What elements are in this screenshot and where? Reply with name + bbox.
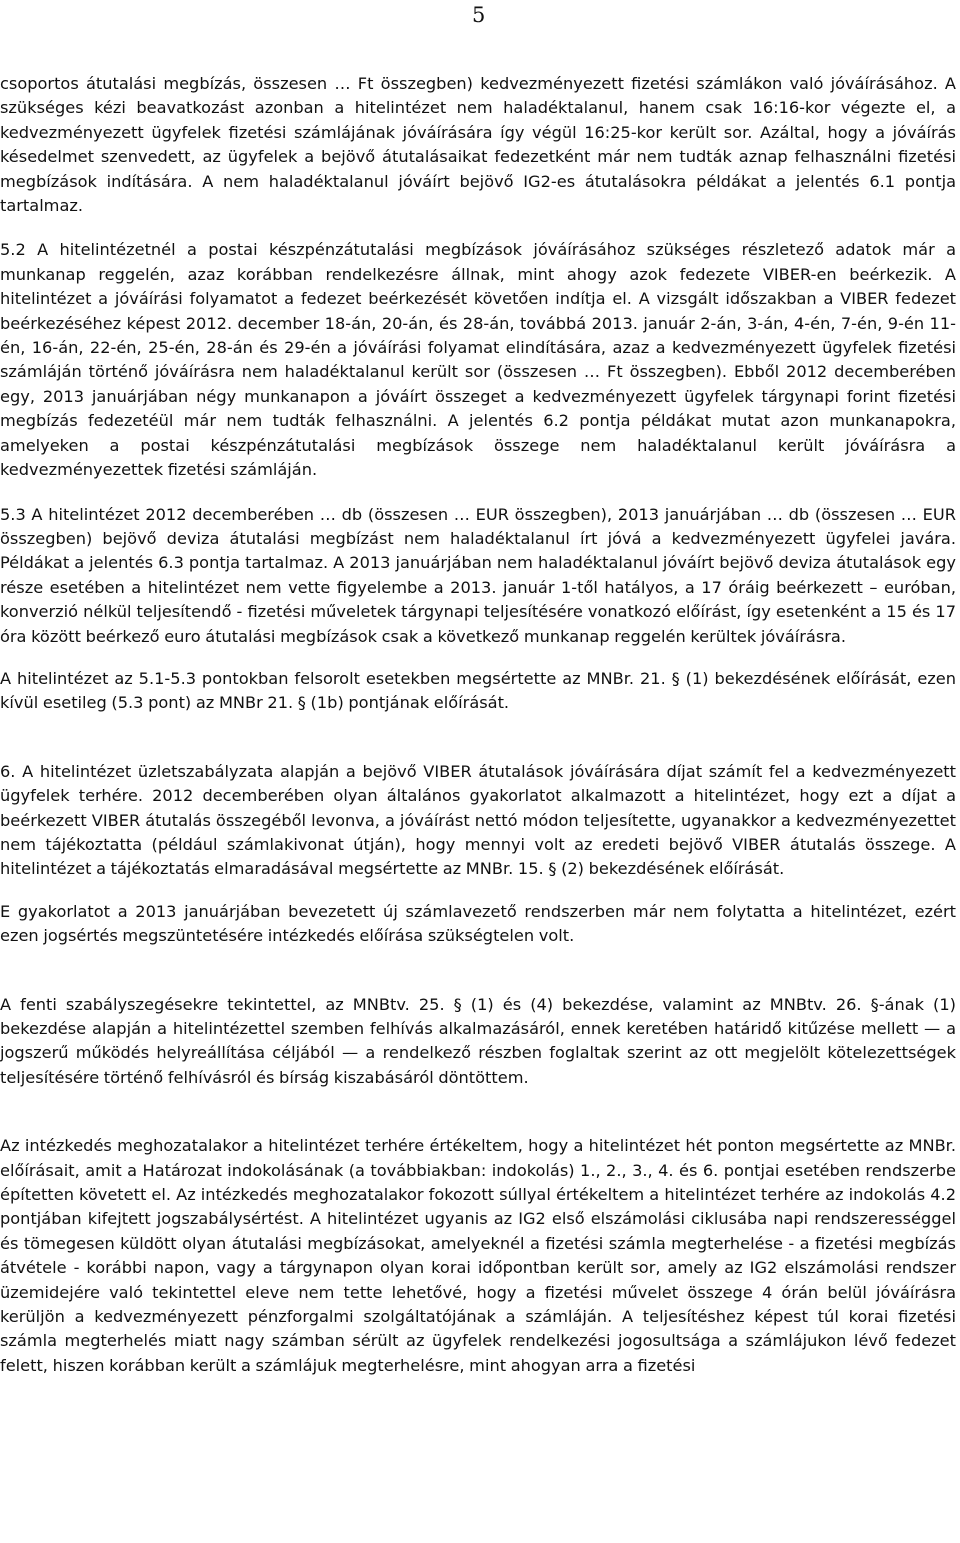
paragraph-spacer xyxy=(0,218,956,238)
paragraph-spacer xyxy=(0,649,956,667)
paragraph-violation-summary: A hitelintézet az 5.1-5.3 pontokban felsorolt esetekben megsértette az MNBr. 21. § (1) bekezdésének előírását, ezen kívül esetileg (5.3 pont) az MNBr 21. § (1b) pontjának előírását. xyxy=(0,668,956,713)
paragraph-spacer xyxy=(0,1090,956,1134)
paragraph-5-1-continuation: csoportos átutalási megbízás, összesen … Ft összegben) kedvezményezett fizetési számlákon való jóváírásához. A szükséges kézi beavatkozást azonban a hitelintézet nem haladéktalanul, hanem csak 16:16-kor végezte el, a kedvezményezett ügyfelek fizetési számlájának jóváírására így végül 16:25-kor került sor. Azáltal, hogy a jóváírás késedelmet szenvedett, az ügyfelek a bejövő átutalásaikat fedezetként már nem tudták aznap felhasználni fizetési megbízások indítására. A nem haladéktalanul jóváírt bejövő IG2-es átutalásokra példákat a jelentés 6.1 pontja tartalmaz. xyxy=(0,74,956,216)
paragraph-assessment: Az intézkedés meghozatalakor a hitelintézet terhére értékeltem, hogy a hitelintézet hét ponton megsértette az MNBr. előírásait, amit a Határozat indokolásának (a továbbiakban: indokolás) 1., 2., 3., 4. és 6. pontjai esetében rendszerbe építetten követett el. Az intézkedés meghozatalakor fokozott súllyal értékeltem a hitelintézet terhére az indokolás 4.2 pontjában kifejtett jogszabálysértést. A hitelintézet ugyanis az IG2 első elszámolási ciklusába napi rendszerességgel és tömegesen küldött olyan átutalási megbízásokat, amelyeknél a fizetési számla megterhelése - a fizetési megbízás átvétele - korábbi napon, vagy a tárgynapon olyan korai időpontban került sor, amely az IG2 elszámolási rendszer üzemidejére való tekintettel eleve nem tette lehetővé, hogy a fizetési művelet összege 4 órán belül jóváírásra kerüljön a kedvezményezett pénzforgalmi szolgáltatójának a számláján. A teljesítéshez képest túl korai fizetési számla megterhelés miatt nagy számban sérült az ügyfelek rendelkezési jogosultsága a számlájukon lévő fedezet felett, hiszen korábban került a számlájuk megterhelésre, mint ahogyan arra a fizetési xyxy=(0,1136,956,1375)
paragraph-spacer xyxy=(0,949,956,993)
paragraph-spacer xyxy=(0,882,956,900)
paragraph-6: 6. A hitelintézet üzletszabályzata alapján a bejövő VIBER átutalások jóváírására díjat számít fel a kedvezményezett ügyfelek terhére. 2012 decemberében olyan általános gyakorlatot alkalmazott a hitelintézet, hogy ezt a díjat a beérkezett VIBER átutalás összegéből levonva, a jóváírást nettó módon teljesítette, ugyanakkor a kedvezményezettet nem tájékoztatta (például számlakivonat útján), hogy mennyi volt az eredeti bejövő VIBER átutalás összege. A hitelintézet a tájékoztatás elmaradásával megsértette az MNBr. 15. § (2) bekezdésének előírását. xyxy=(0,761,956,879)
paragraph-practice-discontinued: E gyakorlatot a 2013 januárjában bevezetett új számlavezető rendszerben már nem folytatta a hitelintézet, ezért ezen jogsértés megszüntetésére intézkedés előírása szükségtelen volt. xyxy=(0,901,956,946)
paragraph-5-2: 5.2 A hitelintézetnél a postai készpénzátutalási megbízások jóváírásához szükséges részletező adatok már a munkanap reggelén, azaz korábban rendelkezésre állnak, mint ahogy azok fedezete VIBER-en beérkezik. A hitelintézet a jóváírási folyamatot a fedezet beérkezését követően indítja el. A vizsgált időszakban a VIBER fedezet beérkezéséhez képest 2012. december 18-án, 20-án, és 28-án, továbbá 2013. január 2-án, 3-án, 4-én, 7-én, 9-én 11-én, 16-án, 22-én, 25-én, 28-án és 29-én a jóváírási folyamat elindítására, azaz a kedvezményezett ügyfelek fizetési számláján történő jóváírásra nem haladéktalanul került sor (összesen … Ft összegben). Ebből 2012 decemberében egy, 2013 januárjában négy munkanapon a jóváírt összeget a kedvezményezett ügyfelek tárgynapi forint fizetési megbízás fedezetéül már nem tudták felhasználni. A jelentés 6.2 pontja példákat mutat azon munkanapokra, amelyeken a postai készpénzátutalási megbízások összege nem haladéktalanul került jóváírásra a kedvezményezettek fizetési számláján. xyxy=(0,240,956,480)
paragraph-spacer xyxy=(0,716,956,760)
paragraph-spacer xyxy=(0,483,956,503)
paragraph-decision: A fenti szabályszegésekre tekintettel, az MNBtv. 25. § (1) és (4) bekezdése, valamint az MNBtv. 26. §-ának (1) bekezdése alapján a hitelintézettel szemben felhívás alkalmazásáról, ennek keretében határidő kitűzése mellett — a jogszerű működés helyreállítása céljából — a rendelkező részben foglaltak szerint az ott megjelölt kötelezettségek teljesítésére történő felhívásról és bírság kiszabásáról döntöttem. xyxy=(0,994,956,1087)
page-number: 5 xyxy=(472,3,486,27)
document-body xyxy=(0,72,956,1378)
paragraph-5-3: 5.3 A hitelintézet 2012 decemberében … db (összesen … EUR összegben), 2013 januárjában … db (összesen … EUR összegben) bejövő deviza átutalási megbízást nem haladéktalanul írt jóvá a kedvezményezett ügyfelei javára. Példákat a jelentés 6.3 pontja tartalmaz. A 2013 januárjában nem haladéktalanul jóváírt bejövő deviza átutalások egy része esetében a hitelintézet nem vette figyelembe a 2013. január 1-től hatályos, a 17 óráig beérkezett – euróban, konverzió nélkül teljesítendő - fizetési műveletek tárgynapi teljesítésére vonatkozó előírást, így esetenként a 15 és 17 óra között beérkező euro átutalási megbízások csak a következő munkanap reggelén kerültek jóváírásra. xyxy=(0,504,956,646)
